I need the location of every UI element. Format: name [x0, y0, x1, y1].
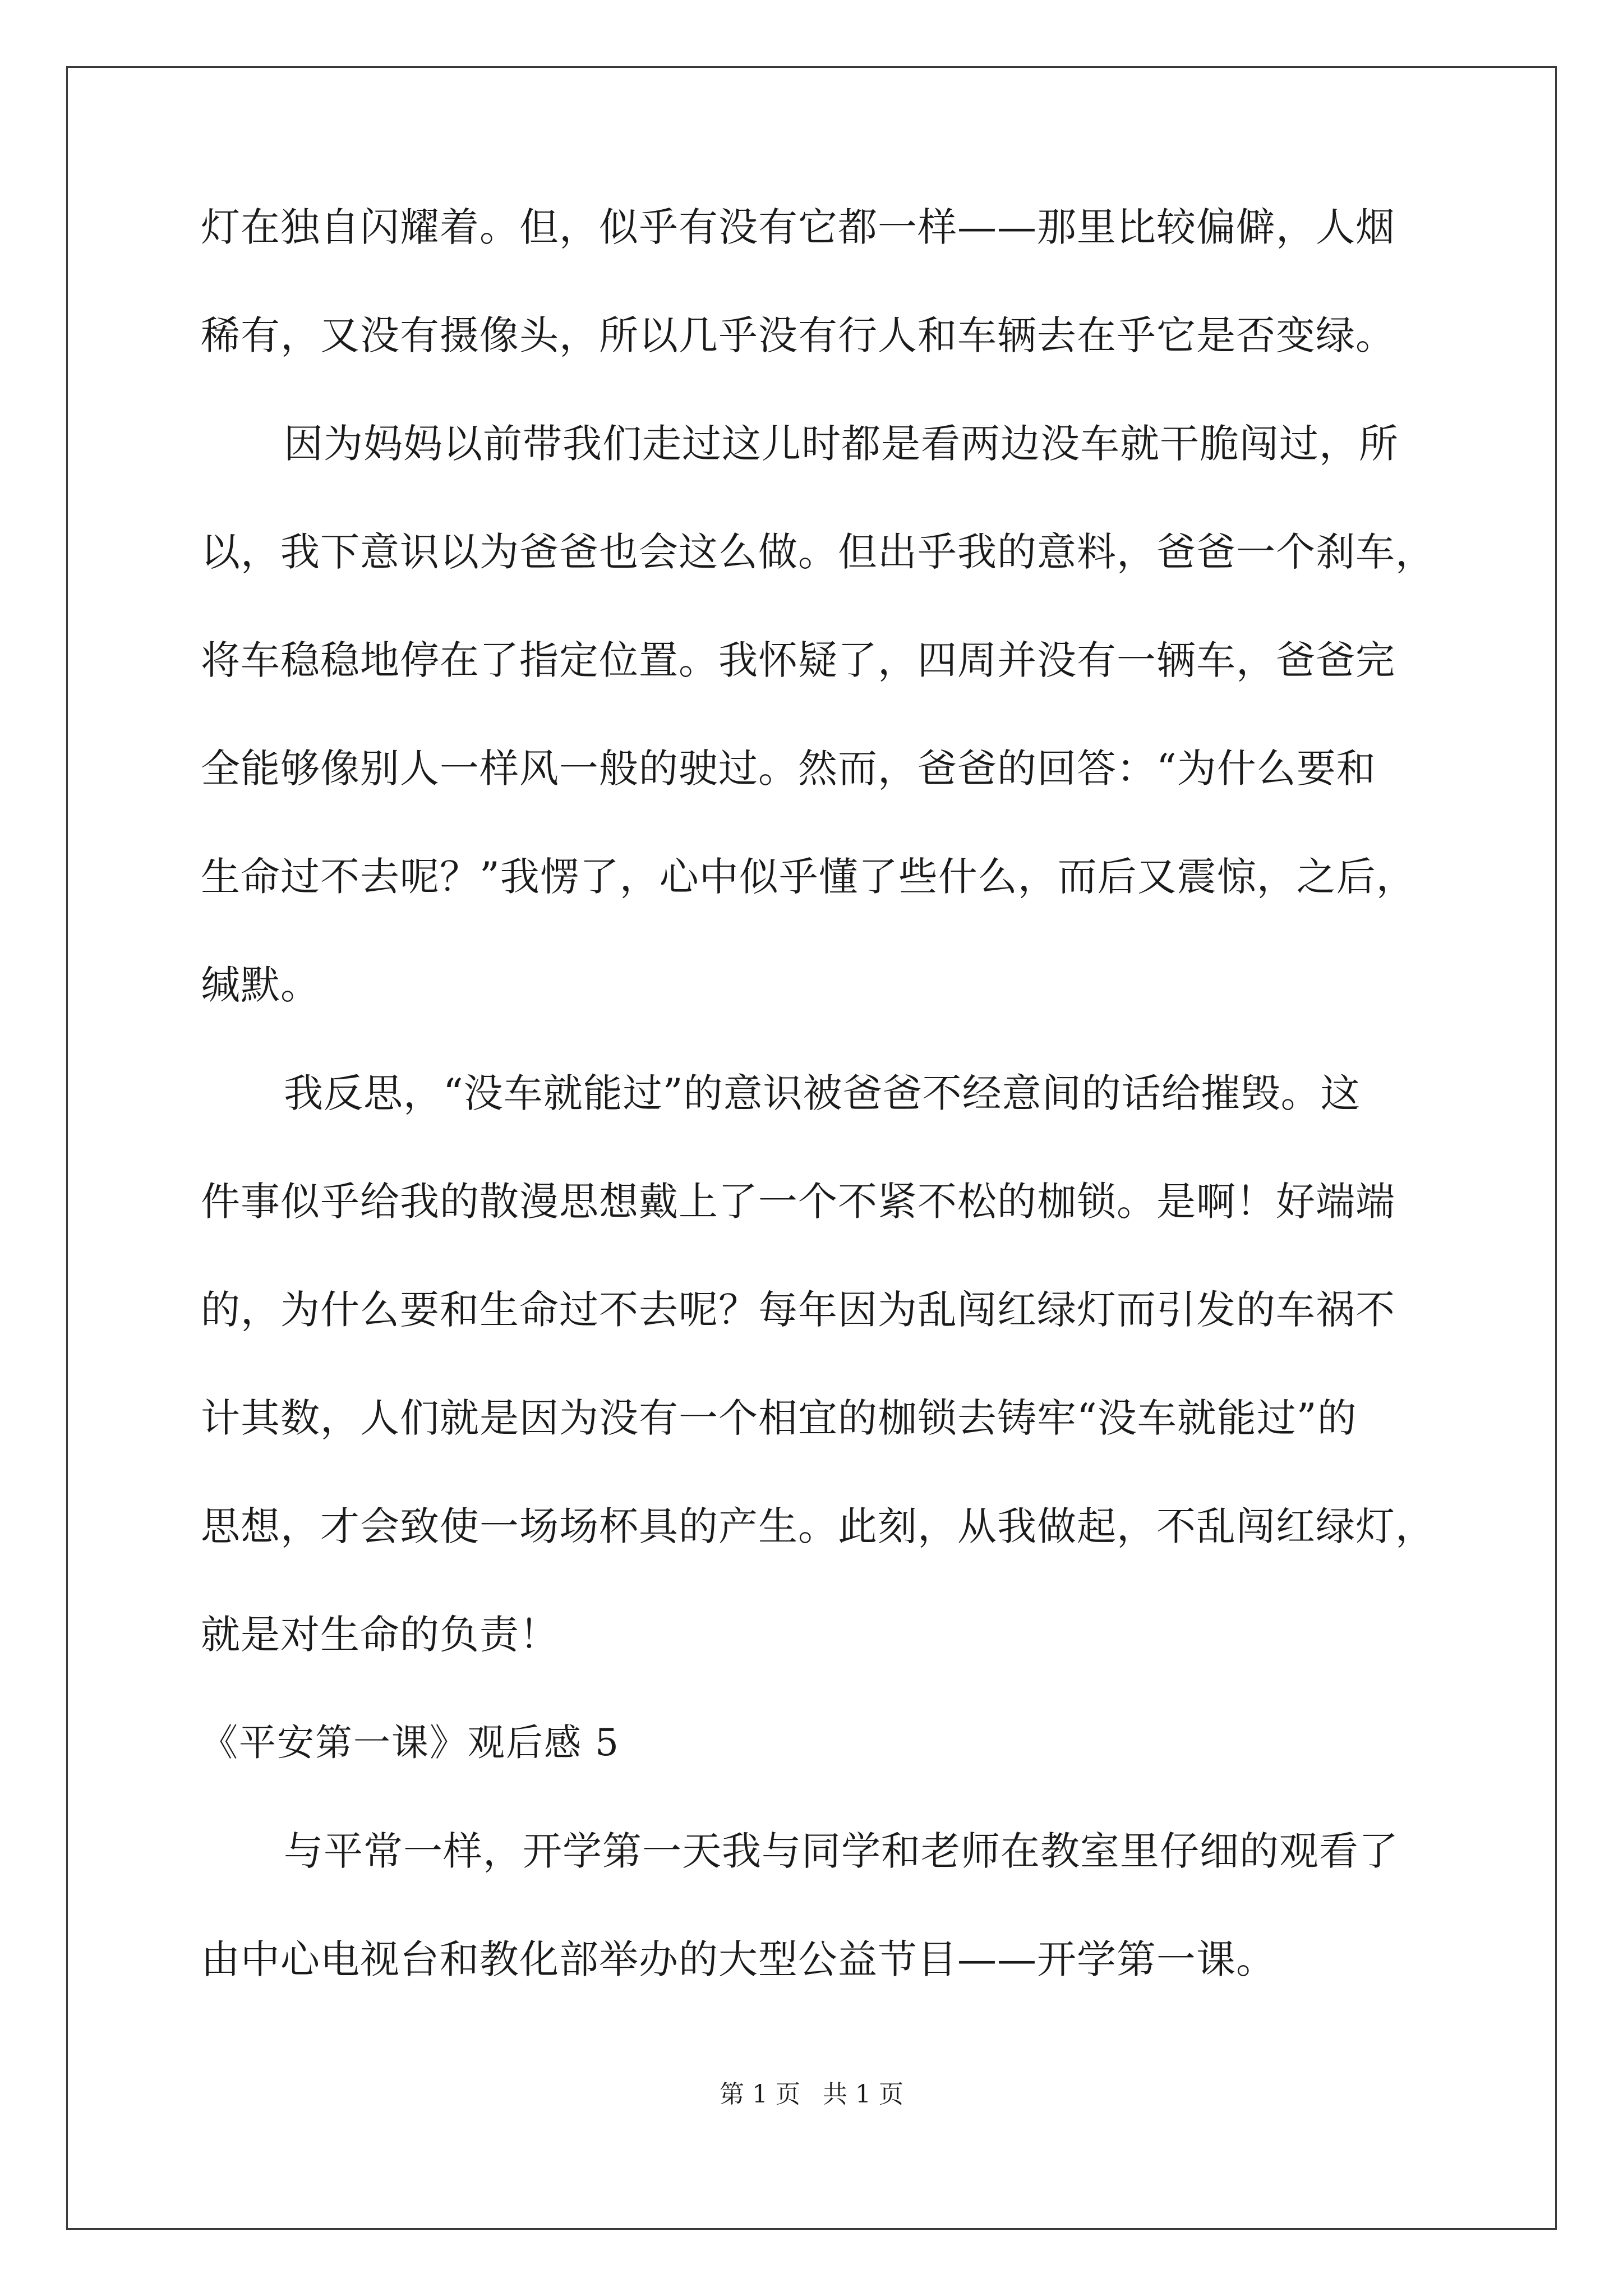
text-line: 由中心电视台和教化部举办的大型公益节目——开学第一课。: [201, 1936, 1276, 1982]
text-line: 将车稳稳地停在了指定位置。我怀疑了，四周并没有一辆车，爸爸完: [201, 637, 1395, 683]
page-total: 共 1 页: [823, 2080, 903, 2109]
text-line: 稀有，又没有摄像头，所以几乎没有行人和车辆去在乎它是否变绿。: [201, 312, 1395, 358]
text-line: 灯在独自闪耀着。但，似乎有没有它都一样——那里比较偏僻，人烟: [201, 204, 1395, 250]
paragraph-start: 因为妈妈以前带我们走过这儿时都是看两边没车就干脆闯过，所: [284, 421, 1399, 467]
text-line: 的，为什么要和生命过不去呢？每年因为乱闯红绿灯而引发的车祸不: [201, 1287, 1395, 1333]
document-body: [201, 204, 1435, 2048]
text-line: 全能够像别人一样风一般的驶过。然而，爸爸的回答：“为什么要和: [201, 746, 1376, 792]
text-line: 以，我下意识以为爸爸也会这么做。但出乎我的意料，爸爸一个刹车，: [201, 529, 1435, 575]
section-heading: 《平安第一课》观后感 5: [201, 1721, 620, 1764]
text-line: 就是对生命的负责！: [201, 1612, 559, 1658]
text-line: 缄默。: [201, 962, 320, 1008]
text-line: 生命过不去呢？”我愣了，心中似乎懂了些什么，而后又震惊，之后，: [201, 854, 1416, 900]
text-line: 件事似乎给我的散漫思想戴上了一个不紧不松的枷锁。是啊！好端端: [201, 1179, 1395, 1225]
page-number: 第 1 页: [720, 2080, 800, 2109]
paragraph-start: 与平常一样，开学第一天我与同学和老师在教室里仔细的观看了: [284, 1828, 1399, 1874]
text-line: 思想，才会致使一场场杯具的产生。此刻，从我做起，不乱闯红绿灯，: [201, 1503, 1435, 1549]
paragraph-start: 我反思，“没车就能过”的意识被爸爸不经意间的话给摧毁。这: [284, 1070, 1361, 1116]
text-line: 计其数，人们就是因为没有一个相宜的枷锁去铸牢“没车就能过”的: [201, 1395, 1357, 1441]
page-footer: [0, 2082, 1623, 2107]
